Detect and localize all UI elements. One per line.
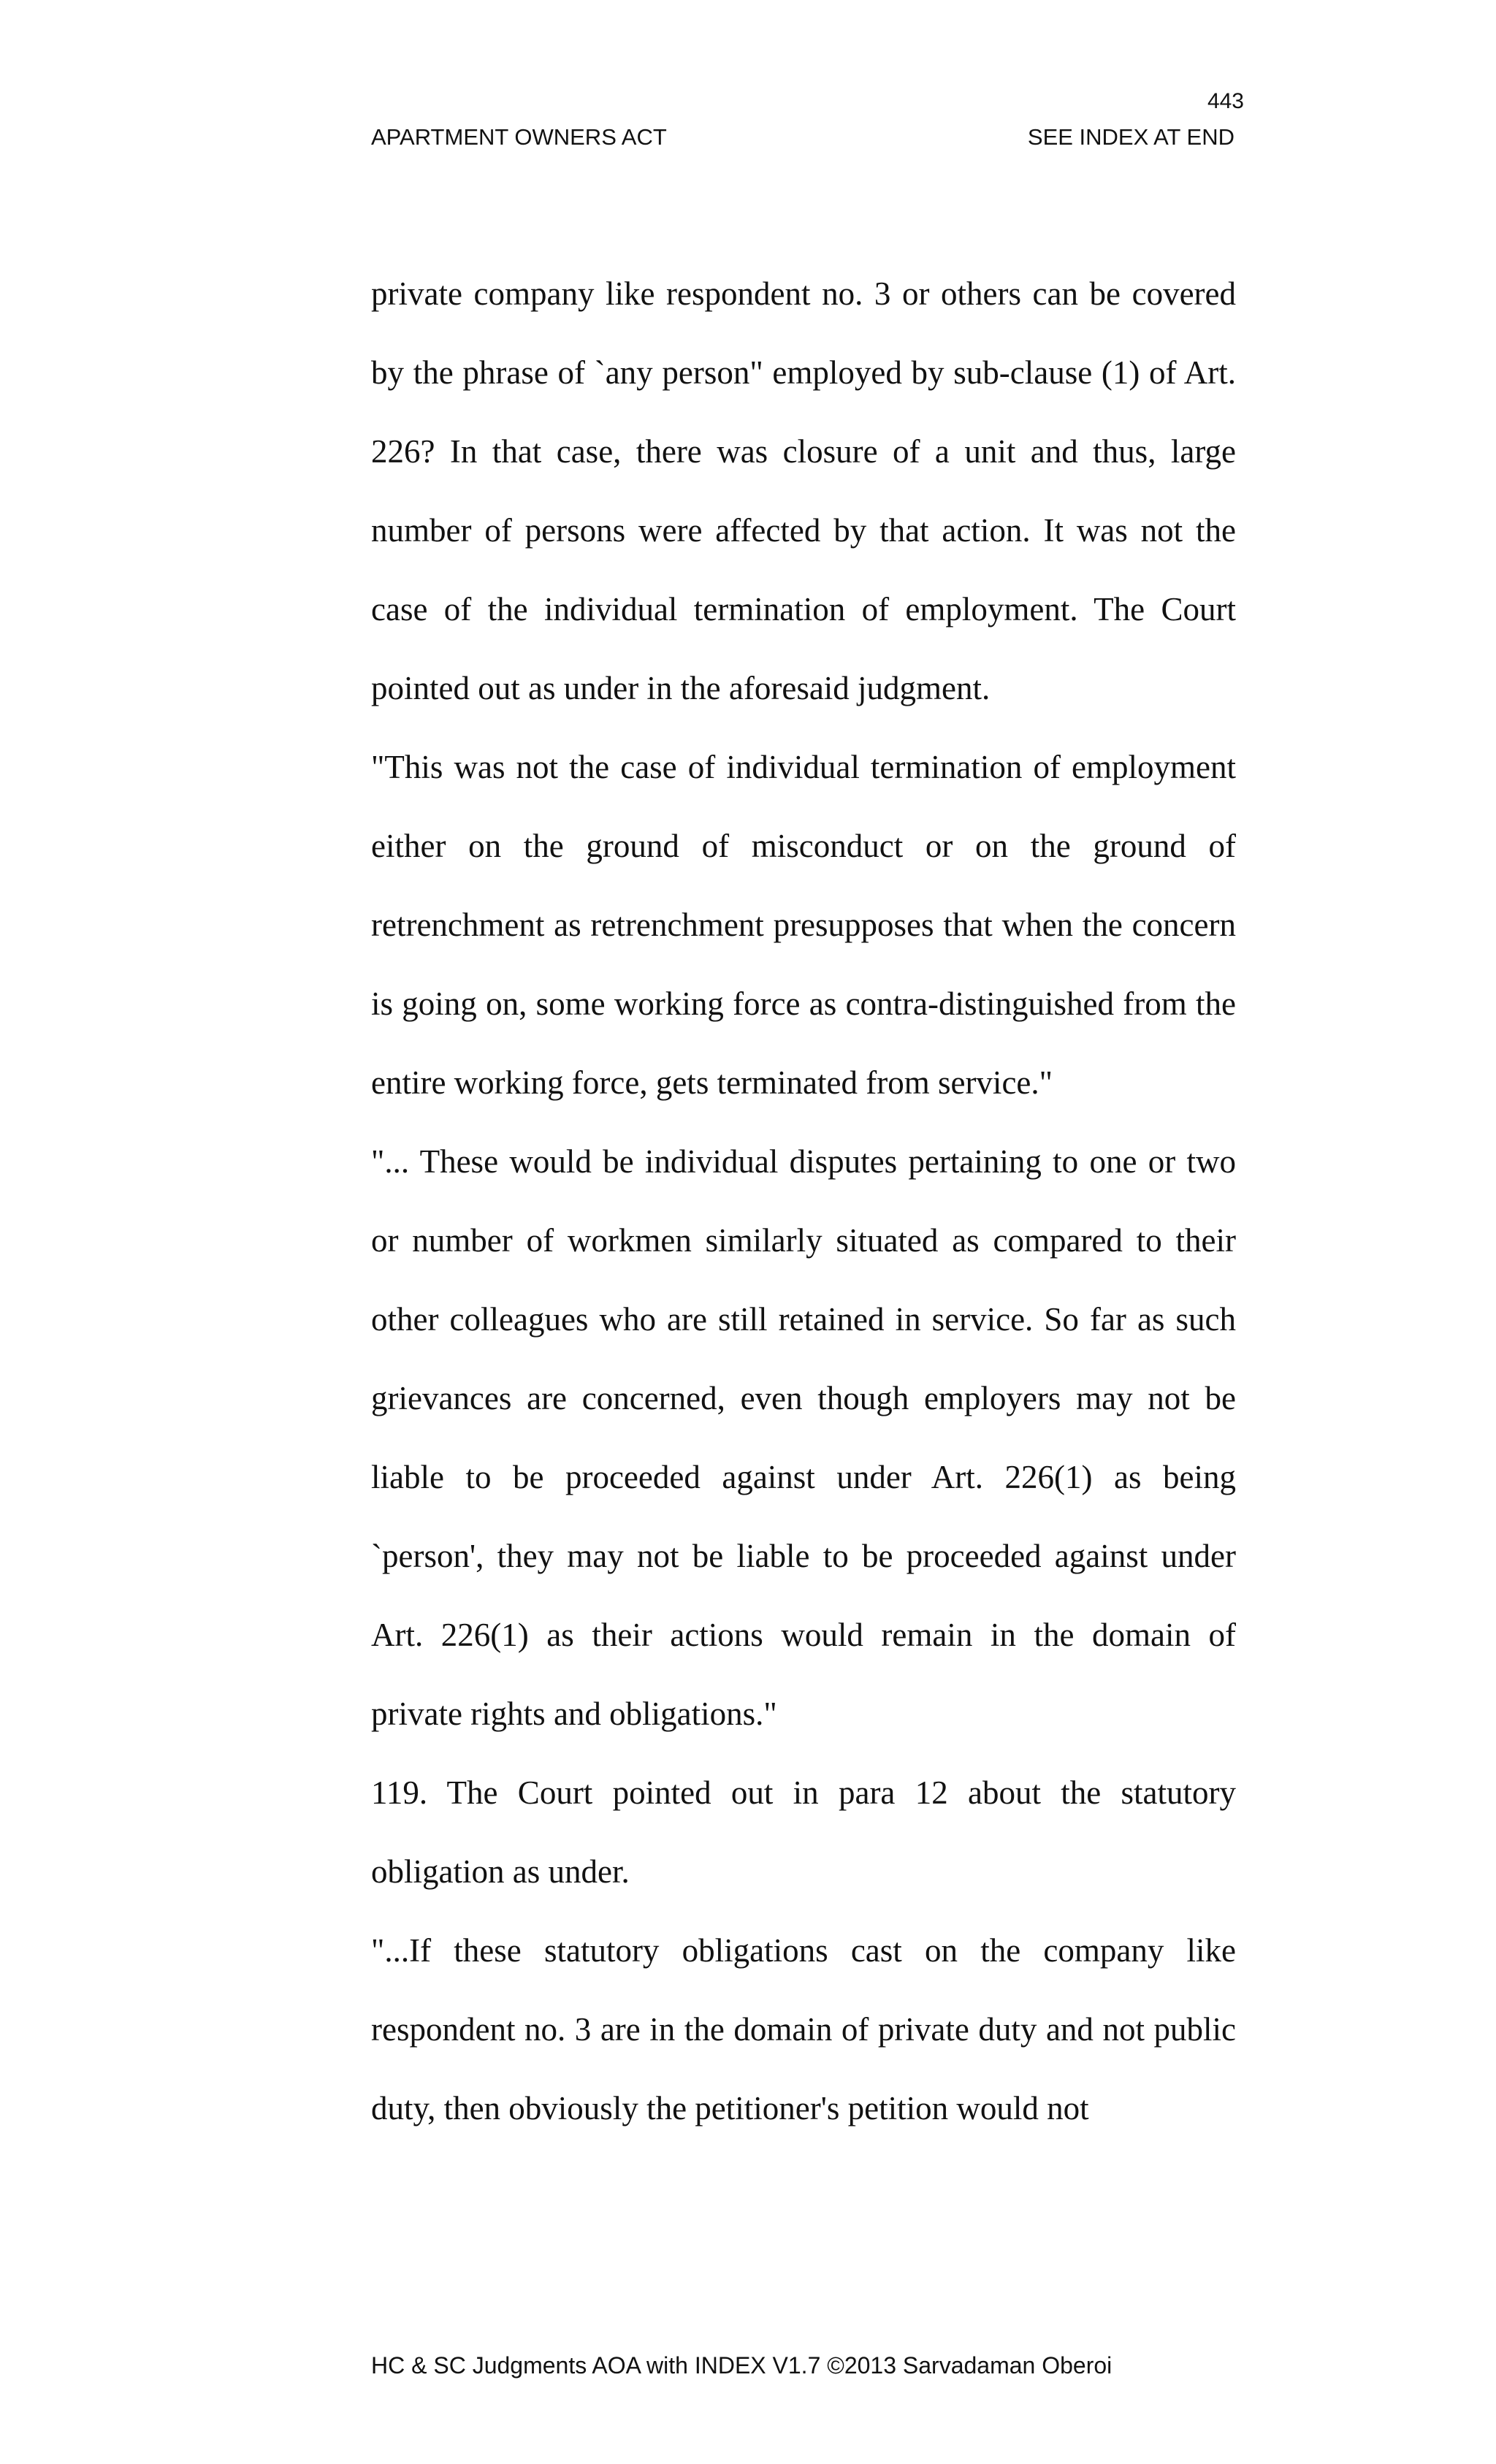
quote-paragraph-3: "... These would be individual disputes pertaining to one or two or number of workmen similarly situated as compared to their other colleagues who are still retained in service. So far as such grievances are concerned, even though employers may not be liable to be proceeded against under Art. 226(1) as being `person', they may not be liable to be proceeded against under Art. 226(1) as their actions would remain in the domain of private rights and obligations."	[371, 1143, 1236, 1732]
quote-paragraph-2: "This was not the case of individual termination of employment either on the ground of misconduct or on the ground of retrenchment as retrenchment presupposes that when the concern is going on, some working force as contra-distinguished from the entire working force, gets terminated from service."	[371, 749, 1236, 1101]
paragraph-1: private company like respondent no. 3 or others can be covered by the phrase of `any person" employed by sub-clause (1) of Art. 226? In that case, there was closure of a unit and thus, large number of persons were affected by that action. It was not the case of the individual termination of employment. The Court pointed out as under in the aforesaid judgment.	[371, 275, 1236, 706]
running-header-title: APARTMENT OWNERS ACT	[371, 124, 667, 150]
paragraph-119: 119. The Court pointed out in para 12 about the statutory obligation as under.	[371, 1774, 1236, 1890]
document-body	[371, 254, 1236, 2148]
quote-paragraph-5: "...If these statutory obligations cast on the company like respondent no. 3 are in the domain of private duty and not public duty, then obviously the petitioner's petition would not	[371, 1932, 1236, 2127]
page-footer: HC & SC Judgments AOA with INDEX V1.7 ©2013 Sarvadaman Oberoi	[371, 2352, 1113, 2379]
page-number: 443	[1207, 89, 1244, 113]
running-header-index-note: SEE INDEX AT END	[1027, 124, 1234, 150]
